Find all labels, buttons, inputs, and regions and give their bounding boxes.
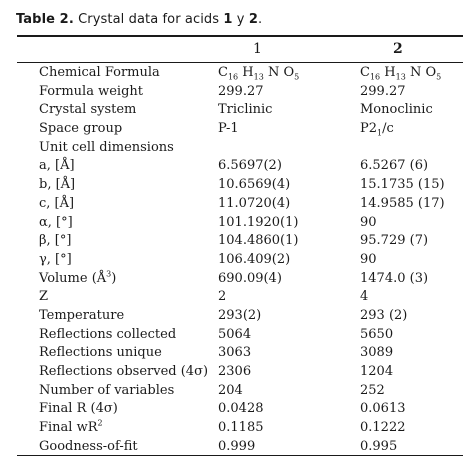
table-row — [0, 344, 467, 363]
row-label: Reflections collected — [39, 326, 177, 342]
row-label: Number of variables — [39, 382, 175, 398]
row-label: Final $wR^2$ — [39, 418, 103, 436]
row-label: Crystal system — [39, 102, 137, 118]
table-row — [0, 176, 467, 195]
row-label: α, [°] — [39, 214, 73, 230]
row-label: Z — [39, 289, 49, 305]
value-compound-1: $C_{16}$ $H_{13}$ N $O_5$ — [218, 65, 300, 82]
value-compound-1: 11.0720(4) — [218, 195, 291, 211]
value-compound-1: 3063 — [218, 345, 252, 361]
value-compound-1: 2306 — [218, 364, 252, 379]
row-label: c, [Å] — [39, 195, 75, 211]
value-compound-2: 0.1222 — [360, 420, 406, 436]
value-compound-1: 204 — [218, 382, 243, 398]
table-row — [0, 438, 467, 457]
table-row — [0, 157, 467, 176]
table-row — [0, 326, 467, 345]
value-compound-2: 3089 — [360, 345, 394, 361]
top-rule — [17, 35, 463, 37]
table-caption — [16, 12, 262, 27]
row-label: Volume $(Å^3)$ — [39, 269, 117, 286]
value-compound-1: 0.999 — [218, 438, 256, 454]
value-compound-1: 6.5697(2) — [218, 158, 282, 174]
value-compound-2: 0.995 — [360, 438, 398, 454]
caption-conjunction: y — [232, 12, 249, 27]
value-compound-1: 2 — [218, 289, 227, 305]
value-compound-2: 293 (2) — [360, 307, 408, 323]
value-compound-2: 252 — [360, 382, 385, 398]
value-compound-1: 104.4860(1) — [218, 233, 299, 249]
header-rule — [17, 62, 463, 63]
value-compound-1: 0.0428 — [218, 401, 264, 417]
table-row — [0, 232, 467, 251]
table-row — [0, 120, 467, 139]
value-compound-2: 1204 — [360, 364, 394, 379]
row-label: Chemical Formula — [39, 65, 160, 80]
row-label: Reflections observed (4σ) — [39, 364, 209, 379]
row-label: Temperature — [39, 307, 125, 323]
table-row — [0, 270, 467, 289]
table-row — [0, 419, 467, 438]
table-row — [0, 400, 467, 419]
value-compound-2: $C_{16}$ $H_{13}$ N $O_5$ — [360, 65, 442, 82]
value-compound-2: Monoclinic — [360, 102, 433, 118]
value-compound-1: P-1 — [218, 121, 239, 137]
value-compound-1: 106.409(2) — [218, 251, 291, 267]
row-label: β, [°] — [39, 233, 72, 249]
value-compound-2: 90 — [360, 251, 377, 267]
table-row — [0, 251, 467, 270]
column-header-1: 1 — [253, 41, 262, 57]
row-label: a, [Å] — [39, 158, 75, 174]
value-compound-1: 5064 — [218, 326, 252, 342]
table-row — [0, 307, 467, 326]
value-compound-2: 5650 — [360, 326, 394, 342]
compound-ref-2: 2 — [248, 12, 258, 27]
row-label: Formula weight — [39, 83, 143, 99]
value-compound-2: 299.27 — [360, 83, 406, 99]
row-label: Final R (4σ) — [39, 401, 118, 417]
value-compound-2: 14.9585 (17) — [360, 195, 445, 211]
table-row — [0, 214, 467, 233]
value-compound-2: 90 — [360, 214, 377, 230]
bottom-rule — [17, 455, 463, 456]
row-label: γ, [°] — [39, 251, 72, 267]
table-row — [0, 195, 467, 214]
value-compound-2: 4 — [360, 289, 369, 305]
row-label: Space group — [39, 121, 123, 137]
table-row — [0, 64, 467, 83]
value-compound-1: 0.1185 — [218, 420, 264, 436]
table-row — [0, 363, 467, 382]
value-compound-2: 15.1735 (15) — [360, 177, 445, 193]
value-compound-2: $P2_1/c$ — [360, 121, 394, 138]
table-row — [0, 139, 467, 158]
value-compound-1: 690.09(4) — [218, 270, 282, 286]
table-body — [0, 64, 467, 456]
value-compound-2: 0.0613 — [360, 401, 406, 417]
caption-period: . — [257, 12, 263, 27]
table-row — [0, 288, 467, 307]
value-compound-1: Triclinic — [218, 102, 273, 118]
table-row — [0, 382, 467, 401]
value-compound-1: 10.6569(4) — [218, 177, 291, 193]
value-compound-1: 101.1920(1) — [218, 214, 299, 230]
value-compound-2: 1474.0 (3) — [360, 270, 429, 286]
row-label: Goodness-of-fit — [39, 438, 138, 454]
row-label: Unit cell dimensions — [39, 139, 174, 155]
value-compound-2: 95.729 (7) — [360, 233, 429, 249]
value-compound-2: 6.5267 (6) — [360, 158, 429, 174]
compound-ref-1: 1 — [223, 12, 233, 27]
value-compound-1: 293(2) — [218, 307, 262, 323]
table-caption-label: Table 2. — [16, 12, 74, 27]
column-header-2: 2 — [393, 41, 403, 57]
table-row — [0, 83, 467, 102]
row-label: b, [Å] — [39, 177, 76, 193]
table-caption-text: Crystal data for acids — [73, 12, 224, 27]
value-compound-1: 299.27 — [218, 83, 264, 99]
table-row — [0, 101, 467, 120]
row-label: Reflections unique — [39, 345, 162, 361]
